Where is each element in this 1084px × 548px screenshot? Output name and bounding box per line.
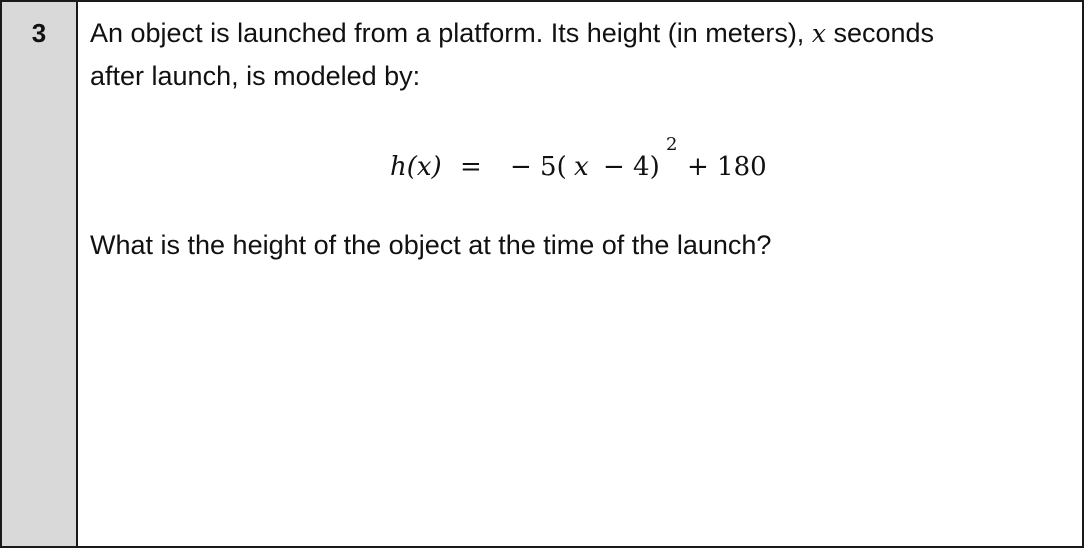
question-text: What is the height of the object at the time of the launch? [90,230,772,260]
equation-exponent: 2 [666,134,678,155]
equation-variable: x [574,152,589,182]
intro-text-line2: after launch, is modeled by: [90,61,421,91]
equation-outer-constant: + 180 [687,152,767,182]
intro-variable: x [811,19,826,48]
height-equation [390,134,850,196]
question-number-column [2,2,78,546]
equation-inner-constant: − 4) [603,152,660,182]
equation-lhs: h(x) [390,152,442,182]
equation-coefficient: − 5( [510,152,567,182]
intro-text-part1: An object is launched from a platform. Its height (in meters), [90,18,805,48]
problem-intro [90,12,1070,97]
intro-text-part2: seconds [833,18,935,48]
question-number: 3 [31,18,47,48]
equation-equals: = [460,152,482,182]
question-content [90,12,1070,260]
